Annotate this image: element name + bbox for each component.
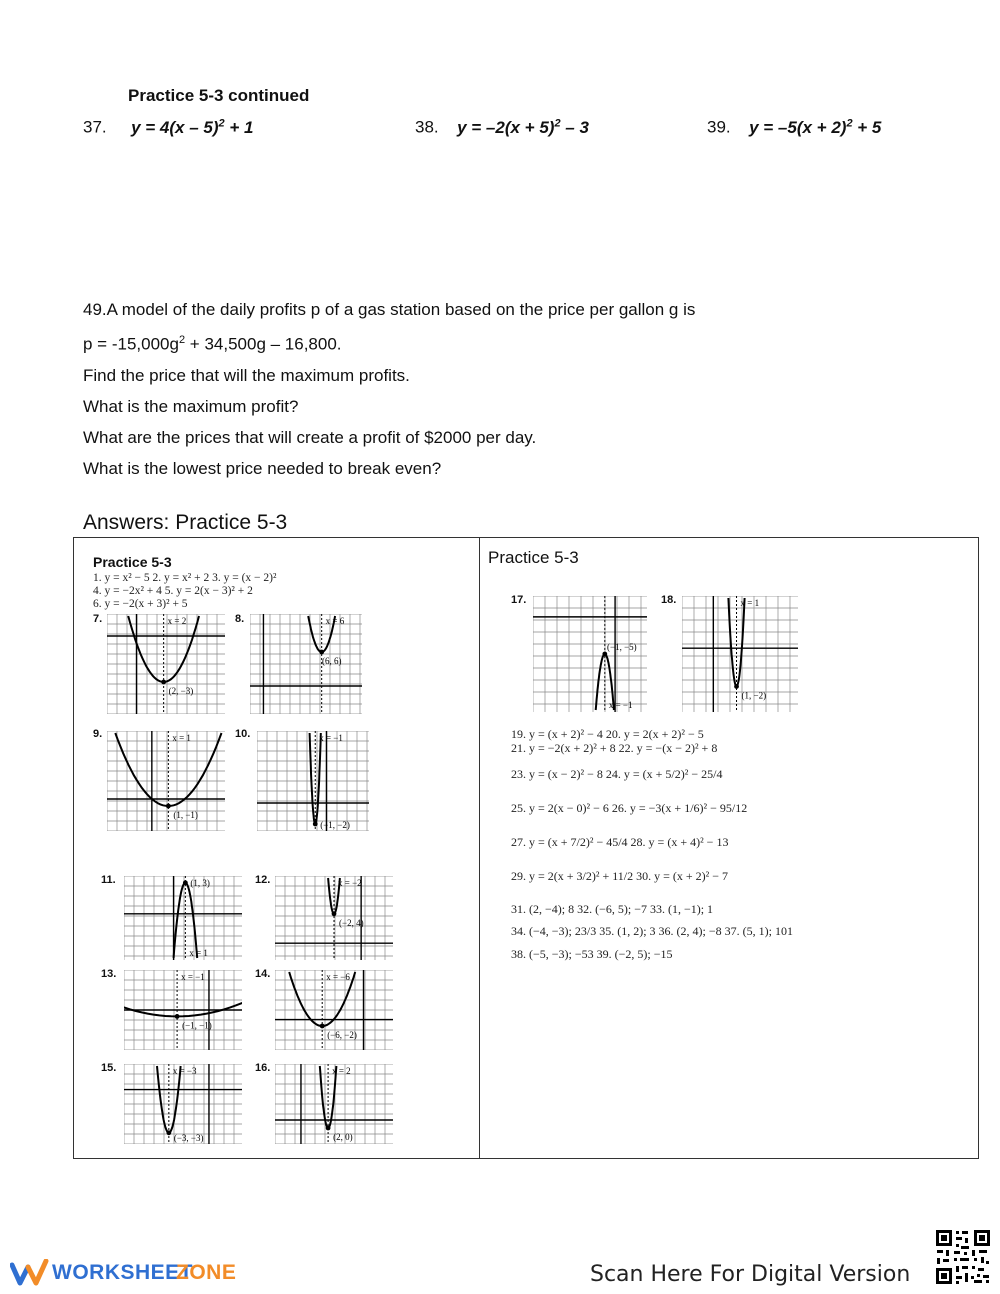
- graph-axis-label: x = −2: [338, 878, 362, 888]
- graph-axis-label: x = −1: [319, 733, 343, 743]
- graph-label: 11.: [101, 874, 116, 886]
- answer-line: 6. y = −2(x + 3)² + 5: [93, 598, 188, 610]
- graph-vertex-label: (−1, −5): [607, 642, 637, 652]
- answer-line: 34. (−4, −3); 23/3 35. (1, 2); 3 36. (2, 4); −8 37. (5, 1); 101: [511, 924, 793, 938]
- scan-text: Scan Here For Digital Version: [590, 1262, 911, 1287]
- graph-vertex-label: (−3, −3): [173, 1133, 204, 1143]
- graph-axis-label: x = 1: [740, 598, 760, 608]
- graph-grid: [124, 1064, 242, 1144]
- brand-name-b: ZONE: [176, 1261, 237, 1284]
- problem-number: 39.: [707, 117, 731, 137]
- graph-15: [124, 1064, 242, 1144]
- graph-vertex: [734, 684, 739, 689]
- problem-38: [415, 117, 589, 138]
- answer-line: 25. y = 2(x − 0)² − 6 26. y = −3(x + 1/6)² − 95/12: [511, 801, 748, 815]
- graph-label: 17.: [511, 594, 527, 606]
- graph-vertex-label: (−1, −2): [320, 820, 350, 830]
- graph-grid: [107, 731, 225, 831]
- graph-axis-label: x = 6: [325, 616, 345, 626]
- answer-line: 21. y = −2(x + 2)² + 8 22. y = −(x − 2)² + 8: [511, 741, 718, 755]
- graph-8: [250, 614, 362, 714]
- graph-vertex: [161, 680, 166, 685]
- graph-axis-label: x = −3: [172, 1066, 197, 1076]
- answers-left-title: Practice 5-3: [93, 554, 172, 570]
- graph-label: 10.: [235, 728, 251, 740]
- graph-label: 7.: [93, 613, 103, 625]
- graph-vertex-label: (1, −1): [173, 810, 198, 820]
- graph-vertex: [166, 1130, 171, 1135]
- answers-title: Answers: Practice 5-3: [83, 511, 288, 534]
- graph-label: 15.: [101, 1062, 117, 1074]
- graph-label: 16.: [255, 1062, 271, 1074]
- answer-line: 4. y = −2x² + 4 5. y = 2(x − 3)² + 2: [93, 585, 253, 597]
- graph-vertex-label: (1, −2): [741, 690, 767, 701]
- graph-vertex: [313, 822, 318, 827]
- answer-line: 38. (−5, −3); −53 39. (−2, 5); −15: [511, 947, 673, 961]
- problem-equation: y = 4(x – 5)$^2$ + 1: [131, 117, 254, 137]
- word-problem-line: What is the lowest price needed to break even?: [83, 458, 442, 478]
- graph-vertex: [602, 652, 607, 657]
- answers-left-lines: [93, 572, 276, 611]
- problem-37: [83, 117, 253, 138]
- graph-vertex-label: (−6, −2): [327, 1030, 357, 1040]
- graph-vertex: [166, 804, 171, 809]
- graph-label: 13.: [101, 968, 117, 980]
- word-problem-line: What is the maximum profit?: [83, 396, 299, 416]
- word-problem: [83, 294, 963, 484]
- answers-right-title: Practice 5-3: [488, 548, 579, 567]
- graph-vertex: [332, 911, 337, 916]
- graph-axis-label: x = −1: [181, 972, 205, 982]
- graph-16: [275, 1064, 393, 1144]
- graph-parabola: [310, 733, 321, 824]
- problem-equation: $y = -5(x + 2)^2 + 5$: [749, 117, 882, 137]
- word-problem-line: What are the prices that will create a profit of $2000 per day.: [83, 427, 537, 447]
- graph-vertex-label: (−1, −1): [182, 1020, 212, 1031]
- graph-vertex-label: (1, 3): [190, 878, 210, 888]
- graph-7: [107, 614, 225, 714]
- graph-label: 14.: [255, 968, 271, 980]
- answers-table: [73, 537, 979, 1159]
- graph-axis-label: x = 1: [189, 948, 208, 958]
- problem-equation: $y = -2(x + 5)^2 - 3$: [457, 117, 589, 137]
- answer-line: 1. y = x² − 5 2. y = x² + 2 3. y = (x − 2)²: [93, 572, 277, 584]
- qr-code-icon[interactable]: [934, 1228, 992, 1286]
- word-problem-line: Find the price that will the maximum profits.: [83, 365, 410, 385]
- problem-number: 38.: [415, 117, 439, 137]
- answer-line: 29. y = 2(x + 3/2)² + 11/2 30. y = (x + 2)² − 7: [511, 869, 729, 883]
- graph-9: [107, 731, 225, 831]
- graph-grid: [533, 596, 647, 712]
- graph-vertex: [175, 1014, 180, 1019]
- graph-axis-label: x = 2: [167, 616, 187, 626]
- answer-line: 31. (2, −4); 8 32. (−6, 5); −7 33. (1, −1); 1: [511, 902, 714, 916]
- graph-grid: [250, 614, 362, 714]
- graph-14: [275, 970, 393, 1050]
- graph-vertex: [320, 1024, 325, 1029]
- practice-header: Practice 5-3 continued: [128, 86, 310, 105]
- brand-name-a: WORKSHEET: [52, 1261, 193, 1284]
- answer-line: 19. y = (x + 2)² − 4 20. y = 2(x + 2)² − 5: [511, 727, 704, 741]
- graph-vertex: [319, 650, 324, 655]
- graph-12: [275, 876, 393, 960]
- graph-vertex-label: (2, −3): [168, 686, 194, 696]
- word-problem-equation: $p = -15,000g^2 + 34,500g - 16,800$.: [83, 334, 342, 354]
- graph-axis-label: x = 2: [332, 1066, 351, 1076]
- graph-vertex: [183, 880, 188, 885]
- graph-13: [124, 970, 242, 1050]
- worksheetzone-logo-icon: [10, 1259, 50, 1287]
- table-divider: [479, 538, 480, 1158]
- graph-vertex-label: (2, 0): [333, 1132, 353, 1142]
- graph-vertex: [326, 1126, 331, 1131]
- graph-10: [257, 731, 369, 831]
- problem-39: [707, 117, 881, 138]
- graph-label: 8.: [235, 613, 245, 625]
- graph-parabola: [128, 616, 199, 682]
- graph-vertex-label: (−2, 4): [339, 917, 364, 928]
- graph-label: 12.: [255, 874, 271, 886]
- answer-line: 27. y = (x + 7/2)² − 45/4 28. y = (x + 4)² − 13: [511, 835, 729, 849]
- graph-label: 18.: [661, 594, 677, 606]
- graph-label: 9.: [93, 728, 103, 740]
- graph-axis-label: x = 1: [172, 733, 191, 743]
- graph-axis-label: x = −6: [326, 972, 350, 982]
- graph-vertex-label: (6, 6): [322, 656, 342, 666]
- graph-axis-label: x = −1: [608, 700, 633, 710]
- graph-18: [682, 596, 798, 712]
- graph-grid: [107, 614, 225, 714]
- graph-grid: [682, 596, 798, 712]
- graph-11: [124, 876, 242, 960]
- word-problem-line: 49.A model of the daily profits p of a gas station based on the price per gallon g is: [83, 300, 696, 319]
- answer-line: 23. y = (x − 2)² − 8 24. y = (x + 5/2)² − 25/4: [511, 767, 723, 781]
- graph-17: [533, 596, 647, 712]
- problem-number: 37.: [83, 117, 107, 137]
